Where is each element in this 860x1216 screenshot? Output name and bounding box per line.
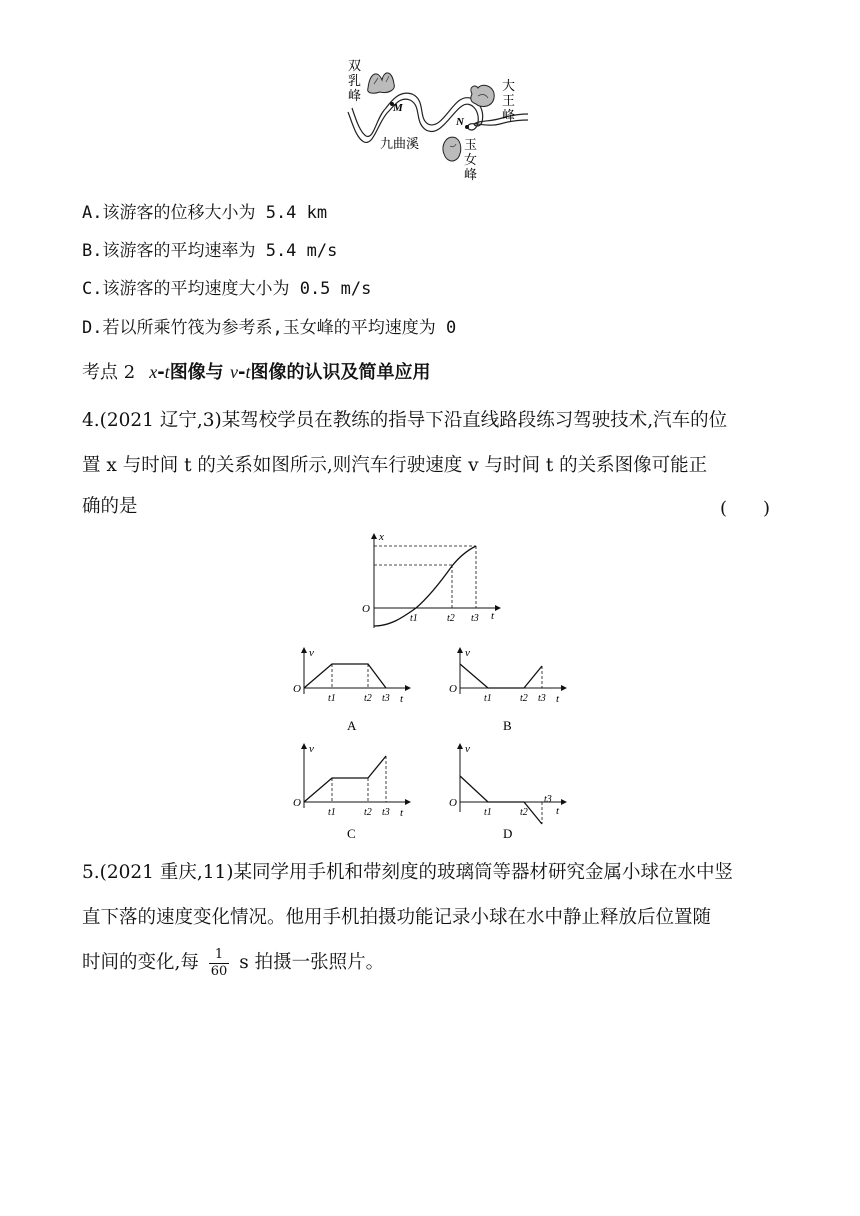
section-dash-1: - bbox=[157, 362, 165, 383]
vt-c-origin: O bbox=[293, 797, 301, 809]
vt-a-y-label: v bbox=[309, 647, 314, 659]
shuangru-peak-icon bbox=[368, 73, 395, 93]
xt-y-label: x bbox=[379, 531, 384, 543]
label-dawang-3: 峰 bbox=[502, 108, 516, 123]
jiuqu-map-figure bbox=[330, 50, 530, 185]
vt-d-origin: O bbox=[449, 797, 457, 809]
question-5-line-3 bbox=[82, 940, 782, 985]
question-4-line-2: 置 x 与时间 t 的关系如图所示,则汽车行驶速度 v 与时间 t 的关系图像可能正 bbox=[82, 455, 708, 476]
vt-c-t1: t1 bbox=[328, 807, 336, 818]
label-m: M bbox=[393, 102, 403, 114]
xt-graph bbox=[330, 528, 510, 636]
label-shuangru-3: 峰 bbox=[348, 88, 362, 103]
vt-c-x-label: t bbox=[400, 807, 404, 819]
label-yunu-3: 峰 bbox=[464, 167, 478, 182]
vt-d-t2: t2 bbox=[520, 807, 528, 818]
vt-b-t2: t2 bbox=[520, 693, 528, 704]
label-shuangru-2: 乳 bbox=[348, 73, 362, 88]
point-n-marker bbox=[465, 125, 469, 129]
answer-bracket: ( ) bbox=[720, 498, 771, 519]
label-n: N bbox=[456, 116, 464, 128]
vt-a-t3: t3 bbox=[382, 693, 390, 704]
section-text-and: 图像与 bbox=[169, 362, 224, 383]
vt-graph-b bbox=[442, 646, 570, 736]
xt-t1: t1 bbox=[410, 613, 418, 624]
xt-t2: t2 bbox=[447, 613, 455, 624]
label-shuangru-1: 双 bbox=[348, 58, 362, 73]
river-path bbox=[348, 99, 528, 142]
xt-origin: O bbox=[362, 603, 370, 615]
section-number: 考点 2 bbox=[82, 362, 136, 383]
vt-graph-d bbox=[442, 742, 570, 842]
vt-c-caption: C bbox=[347, 826, 356, 841]
option-c: C.该游客的平均速度大小为 0.5 m/s bbox=[82, 279, 372, 299]
option-a: A.该游客的位移大小为 5.4 km bbox=[82, 203, 328, 223]
vt-b-y-label: v bbox=[465, 647, 470, 659]
section-var-t1: t bbox=[164, 362, 170, 382]
vt-graph-a bbox=[286, 646, 414, 736]
yunu-peak-icon bbox=[443, 137, 461, 161]
question-5-line-3-pre: 时间的变化,每 bbox=[82, 952, 199, 973]
label-jiuqu: 九曲溪 bbox=[380, 136, 420, 151]
xt-curve bbox=[374, 546, 476, 626]
vt-b-t1: t1 bbox=[484, 693, 492, 704]
fraction-1-60 bbox=[209, 947, 230, 980]
vt-c-t2: t2 bbox=[364, 807, 372, 818]
option-b: B.该游客的平均速率为 5.4 m/s bbox=[82, 241, 338, 261]
xt-x-label: t bbox=[491, 610, 495, 622]
section-var-x: x bbox=[149, 362, 158, 382]
fraction-denominator: 60 bbox=[210, 963, 228, 979]
vt-a-x-label: t bbox=[400, 693, 404, 705]
vt-b-origin: O bbox=[449, 683, 457, 695]
vt-b-caption: B bbox=[503, 718, 512, 733]
label-yunu-1: 玉 bbox=[464, 137, 478, 152]
section-heading bbox=[82, 358, 430, 384]
vt-d-caption: D bbox=[503, 826, 513, 841]
vt-graph-c bbox=[286, 742, 414, 842]
section-var-t2: t bbox=[245, 362, 251, 382]
vt-c-t3: t3 bbox=[382, 807, 390, 818]
dawang-peak-icon bbox=[471, 85, 494, 106]
question-5-line-1: 5.(2021 重庆,11)某同学用手机和带刻度的玻璃筒等器材研究金属小球在水中竖 bbox=[82, 862, 733, 883]
question-5-line-2: 直下落的速度变化情况。他用手机拍摄功能记录小球在水中静止释放后位置随 bbox=[82, 907, 712, 928]
question-4-line-3: 确的是 bbox=[82, 496, 138, 517]
vt-c-y-label: v bbox=[309, 743, 314, 755]
vt-a-caption: A bbox=[347, 718, 357, 733]
vt-b-t3: t3 bbox=[538, 693, 546, 704]
vt-a-t1: t1 bbox=[328, 693, 336, 704]
vt-b-x-label: t bbox=[556, 693, 560, 705]
vt-d-t1: t1 bbox=[484, 807, 492, 818]
label-dawang-2: 王 bbox=[502, 93, 516, 108]
label-yunu-2: 女 bbox=[464, 152, 478, 167]
option-d: D.若以所乘竹筏为参考系,玉女峰的平均速度为 0 bbox=[82, 318, 457, 338]
vt-d-t3: t3 bbox=[544, 794, 552, 805]
xt-t3: t3 bbox=[471, 613, 479, 624]
fraction-numerator: 1 bbox=[209, 947, 230, 964]
question-5-line-3-post: s 拍摄一张照片。 bbox=[239, 952, 385, 973]
section-var-v: v bbox=[229, 362, 238, 382]
question-4-line-1: 4.(2021 辽宁,3)某驾校学员在教练的指导下沿直线路段练习驾驶技术,汽车的位 bbox=[82, 410, 728, 431]
vt-d-y-label: v bbox=[465, 743, 470, 755]
vt-d-x-label: t bbox=[556, 805, 560, 817]
vt-a-origin: O bbox=[293, 683, 301, 695]
label-dawang-1: 大 bbox=[502, 78, 516, 93]
vt-a-t2: t2 bbox=[364, 693, 372, 704]
section-text-rest: 图像的认识及简单应用 bbox=[250, 362, 431, 383]
section-dash-2: - bbox=[237, 362, 246, 383]
